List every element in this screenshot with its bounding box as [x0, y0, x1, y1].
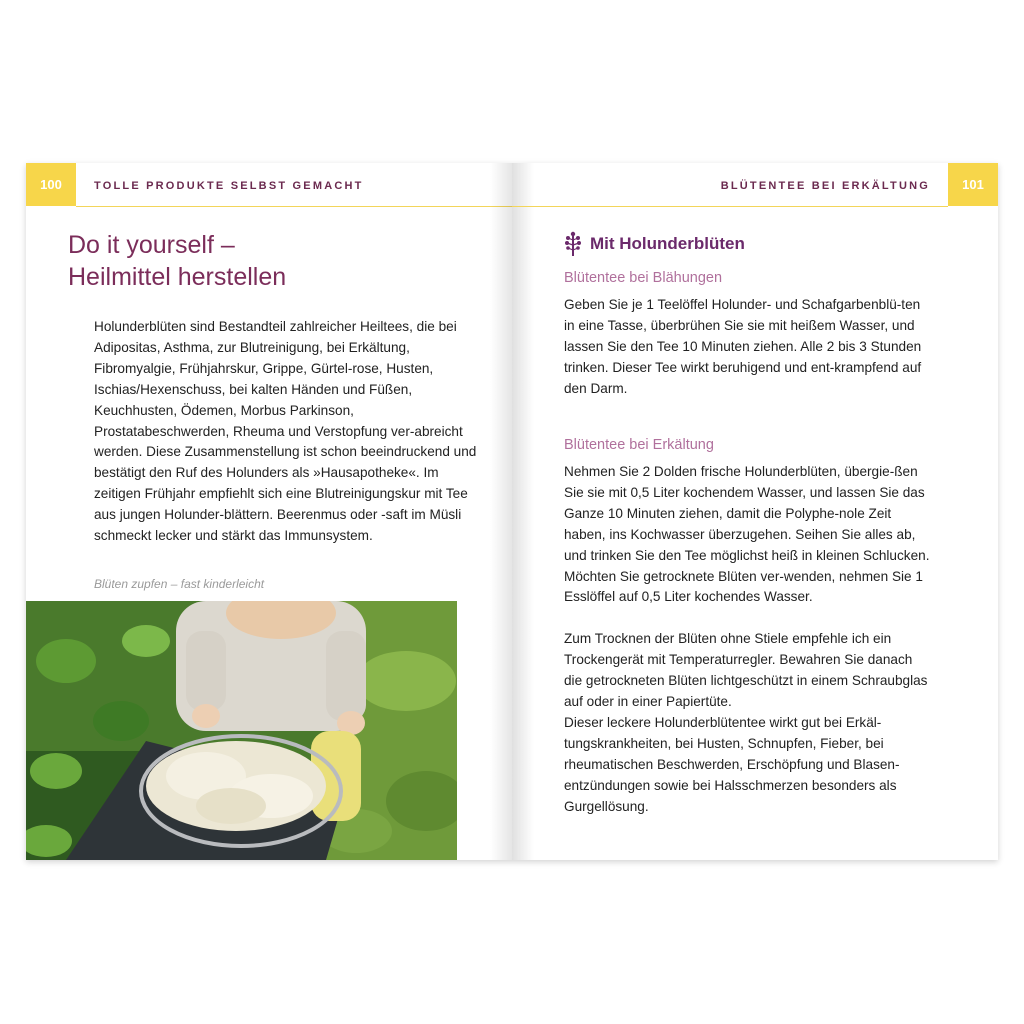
subheading-erkaeltung: Blütentee bei Erkältung: [564, 437, 714, 453]
running-head-right: BLÜTENTEE BEI ERKÄLTUNG: [720, 180, 930, 192]
erkaeltung-paragraph-1: Nehmen Sie 2 Dolden frische Holunderblüten, übergie-ßen Sie sie mit 0,5 Liter kochendem Wasser, und lassen Sie das Ganze 10 Minuten ziehen, damit die Polyphe-nole Zeit haben, ins Kochwasser überzugehen. Seihen Sie alles ab, und trinken Sie den Tee möglichst heiß in kleinen Schlucken. Möchten Sie getrocknete Blüten ver-wenden, nehmen Sie 1 Esslöffel auf 0,5 Liter kochendes Wasser.: [564, 464, 930, 605]
erkaeltung-paragraph-3: Dieser leckere Holunderblütentee wirkt gut bei Erkäl-tungskrankheiten, bei Husten, Schnupfen, Fieber, bei rheumatischen Beschwerden, Erschöpfung und Blasen-entzündungen sowie bei Halsschmerzen besonders als Gurgellösung.: [564, 715, 900, 814]
intro-paragraph: Holunderblüten sind Bestandteil zahlreicher Heiltees, die bei Adipositas, Asthma, zur Blutreinigung, bei Erkältung, Fibromyalgie, Frühjahrskur, Grippe, Gürtel-rose, Husten, Ischias/Hexenschuss, bei kalten Händen und Füßen, Keuchhusten, Ödemen, Morbus Parkinson, Prostatabeschwerden, Rheuma und Verstopfung ver-abreicht werden. Diese Zusammenstellung ist schon beeindruckend und bestätigt den Ruf des Holunders als »Hausapotheke«. Im zeitigen Frühjahr empfiehlt sich eine Blutreinigungskur mit Tee aus jungen Holunder-blättern. Beerenmus oder -saft im Müsli schmeckt lecker und stärkt das Immunsystem.: [94, 319, 477, 544]
title-line-1: Do it yourself –: [68, 231, 235, 259]
page-title: [68, 229, 488, 293]
page-number-left: 100: [26, 163, 76, 206]
right-page: [512, 163, 998, 860]
gutter-shadow-right: [512, 163, 534, 860]
title-line-2: Heilmittel herstellen: [68, 263, 287, 291]
erkaeltung-paragraph-2: Zum Trocknen der Blüten ohne Stiele empfehle ich ein Trockengerät mit Temperaturregler. Bewahren Sie danach die getrockneten Blüten lichtgeschützt in einem Schraubglas auf oder in einer Papiertüte.: [564, 631, 928, 709]
section-title: Mit Holunderblüten: [590, 234, 745, 253]
subheading-blaehungen: Blütentee bei Blähungen: [564, 270, 723, 286]
gutter-shadow-left: [490, 163, 512, 860]
blaehungen-paragraph: Geben Sie je 1 Teelöffel Holunder- und Schafgarbenblü-ten in eine Tasse, überbrühen Sie sie mit heißem Wasser, und lassen Sie den Tee 10 Minuten ziehen. Alle 2 bis 3 Stunden trinken. Dieser Tee wirkt beruhigend und ent-krampfend auf den Darm.: [564, 297, 922, 396]
header-rule-left: [76, 206, 512, 207]
header-rule-right: [512, 206, 948, 207]
running-head-left: TOLLE PRODUKTE SELBST GEMACHT: [94, 180, 364, 192]
section-heading: [564, 231, 745, 257]
book-spread: [26, 163, 998, 860]
elderflower-icon: [564, 231, 582, 257]
child-picking-elderflowers-photo: [26, 601, 457, 860]
page-number-right: 101: [948, 163, 998, 206]
photo-caption: Blüten zupfen – fast kinderleicht: [94, 577, 265, 591]
left-page: [26, 163, 512, 860]
